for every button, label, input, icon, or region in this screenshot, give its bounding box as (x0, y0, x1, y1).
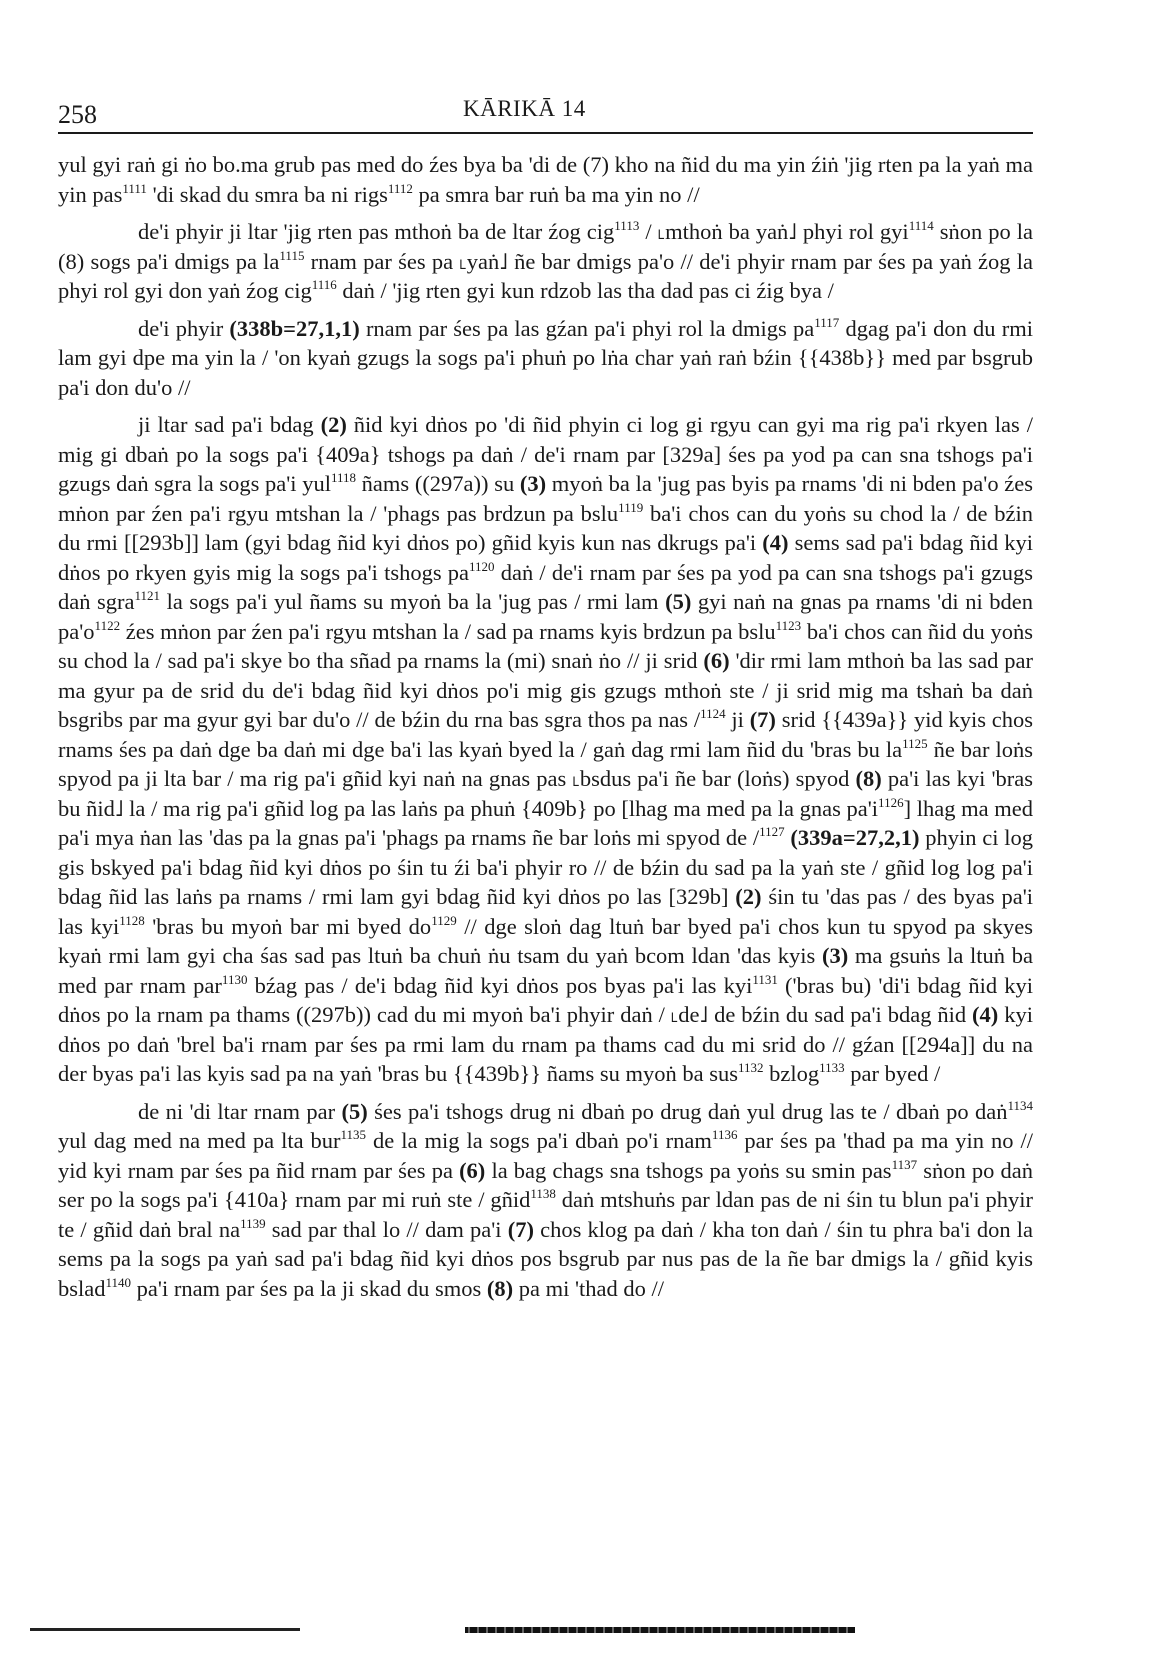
paragraph: de'i phyir ji ltar 'jig rten pas mthoṅ ba de ltar źog cig$^{1113}$ / ˪mthoṅ ba yaṅ˩ phyi rol gyi$^{1114}$ sṅon po la (8) sogs pa'i dmigs pa $la^{1115}$ rnam par śes pa ˪yaṅ˩ ñe bar dmigs pa'o // de'i phyir rnam par śes pa yaṅ źog la phyi rol gyi don yaṅ źog cig$^{1116}$ daṅ / 'jig rten gyi kun rdzob las tha dad pas ci źig bya / (58, 218, 1033, 303)
paragraph: de ni 'di ltar rnam par (5) śes pa'i tshogs drug ni dbaṅ po drug daṅ yul drug las te / dbaṅ po daṅ$^{1134}$ yul dag med na med pa lta bur$^{1135}$ de la mig la sogs pa'i dbaṅ po'i rnam$^{1136}$ par śes pa 'thad pa ma yin no // yid kyi rnam par śes pa ñid rnam par śes pa (6) la bag chags sna tshogs pa yoṅs su smin pas$^{1137}$ sṅon po daṅ ser po la sogs pa'i {410a} rnam par mi ruṅ ste / gñid$^{1138}$ daṅ mtshuṅs par ldan pas de ni śin tu blun pa'i phyir te / gñid daṅ bral $na^{1139}$ sad par thal lo // dam pa'i (7) chos klog pa daṅ / kha ton daṅ / śin tu phra ba'i don la sems pa la sogs pa yaṅ sad pa'i bdag ñid kyi dṅos pos bsgrub par nus pas de la ñe bar dmigs la / gñid kyis bslad$^{1140}$ pa'i rnam par śes pa la ji skad du smos (8) pa mi 'thad do // (58, 1097, 1034, 1301)
bottom-edge-scan-mark (465, 1627, 855, 1633)
paragraph: yul gyi raṅ gi ṅo bo.ma grub pas med do źes bya ba 'di de (7) kho na ñid du ma yin źiṅ 'jig rten pa la yaṅ ma yin pas$^{1111}$ 'di skad du smra ba ni rigs$^{1112}$ pa smra bar ruṅ ba ma yin no // (58, 152, 1033, 207)
page-number: 258 (58, 100, 97, 129)
paragraph: de'i phyir (338b=27,1,1) rnam par śes pa las gźan pa'i phyi rol la dmigs $pa^{1117}$ dgag pa'i don du rmi lam gyi dpe ma yin la / 'on kyaṅ gzugs la sogs pa'i phuṅ po lṅa char yaṅ raṅ bźin {{438b}} med par bsgrub pa'i don du'o // (58, 314, 1033, 400)
running-head: KĀRIKĀ 14 (463, 96, 586, 121)
body-text (58, 150, 1033, 1311)
paragraph: ji ltar sad pa'i bdag (2) ñid kyi dṅos po 'di ñid phyin ci log gi rgyu can gyi ma rig pa'i rkyen las / mig gi dbaṅ po la sogs pa'i {409a} tshogs pa daṅ / de'i rnam par [329a] śes pa yod pa can sna tshogs pa'i gzugs daṅ sgra la sogs pa'i yul$^{1118}$ ñams ((297a)) su (3) myoṅ ba la 'jug pas byis pa rnams 'di ni bden pa'o źes mṅon par źen pa'i rgyu mtshan la / 'phags pas brdzun pa bslu$^{1119}$ ba'i chos can du yoṅs su chod la / de bźin du rmi [[293b]] lam (gyi bdag ñid kyi dṅos po) gñid kyis kun nas dkrugs pa'i (4) sems sad pa'i bdag ñid kyi dṅos po rkyen gyis mig la sogs pa'i tshogs $pa^{1120}$ daṅ / de'i rnam par śes pa yod pa can sna tshogs pa'i gzugs daṅ sgra$^{1121}$ la sogs pa'i yul ñams su myoṅ ba la 'jug pas / rmi lam (5) gyi naṅ na gnas pa rnams 'di ni bden $pa'o^{1122}$ źes mṅon par źen pa'i rgyu mtshan la / sad pa rnams kyis brdzun pa bslu$^{1123}$ ba'i chos can ñid du yoṅs su chod la / sad pa'i skye bo tha sñad pa rnams la (mi) snaṅ ṅo // ji srid (6) 'dir rmi lam mthoṅ ba las sad par ma gyur pa de srid du de'i bdag ñid kyi dṅos po'i mig gis gzugs mthoṅ ste / ji srid mig ma tshaṅ ba daṅ bsgribs par ma gyur gyi bar du'o // de bźin du rna bas sgra thos pa nas /$^{1124}$ ji (7) srid {{439a}} yid kyis chos rnams śes pa daṅ dge ba daṅ mi dge ba'i las kyaṅ byed la / gaṅ dag rmi lam ñid du 'bras bu $la^{1125}$ ñe bar loṅs spyod pa ji lta bar / ma rig pa'i gñid kyi naṅ na gnas pas ˪bsdus pa'i ñe bar (loṅs) spyod (8) pa'i las kyi 'bras bu ñid˩ la / ma rig pa'i gñid log pa las laṅs pa phuṅ {409b} po [lhag ma med pa la gnas $pa'i^{1126}$] lhag ma med pa'i mya ṅan las 'das pa la gnas pa'i 'phags pa rnams ñe bar loṅs mi spyod de /$^{1127}$ (339a=27,2,1) phyin ci log gis bskyed pa'i bdag ñid kyi dṅos po śin tu źi ba'i phyir ro // de bźin du sad pa la yaṅ ste / gñid log log pa'i bdag ñid las laṅs pa rnams / rmi lam gyi bdag ñid kyi dṅos po las [329b] (2) śin tu 'das pas / des byas pa'i las kyi$^{1128}$ 'bras bu myoṅ bar mi byed $do^{1129}$ // dge sloṅ dag ltuṅ bar byed pa'i chos kun tu spyod pa skyes kyaṅ rmi lam gyi cha śas sad pas ltuṅ ba chuṅ ṅu tsam du yaṅ bcom ldan 'das kyis (3) ma gsuṅs la ltuṅ ba med par rnam par$^{1130}$ bźag pas / de'i bdag ñid kyi dṅos pos byas pa'i las kyi$^{1131}$ ('bras bu) 'di'i bdag ñid kyi dṅos po la rnam pa thams ((297b)) cad du mi myoṅ ba'i phyir daṅ / ˪de˩ de bźin du sad pa'i bdag ñid (4) kyi dṅos po daṅ 'brel ba'i rnam par śes pa rmi lam du rnam pa thams cad du mi srid do // gźan [[294a]] du na der byas pa'i las kyis sad pa na yaṅ 'bras bu {{439b}} ñams su myoṅ ba sus$^{1132}$ bzlog$^{1133}$ par byed / (58, 412, 1033, 1086)
bottom-edge-rule (30, 1628, 300, 1631)
page-header (58, 92, 1033, 134)
book-page (58, 92, 1048, 1652)
